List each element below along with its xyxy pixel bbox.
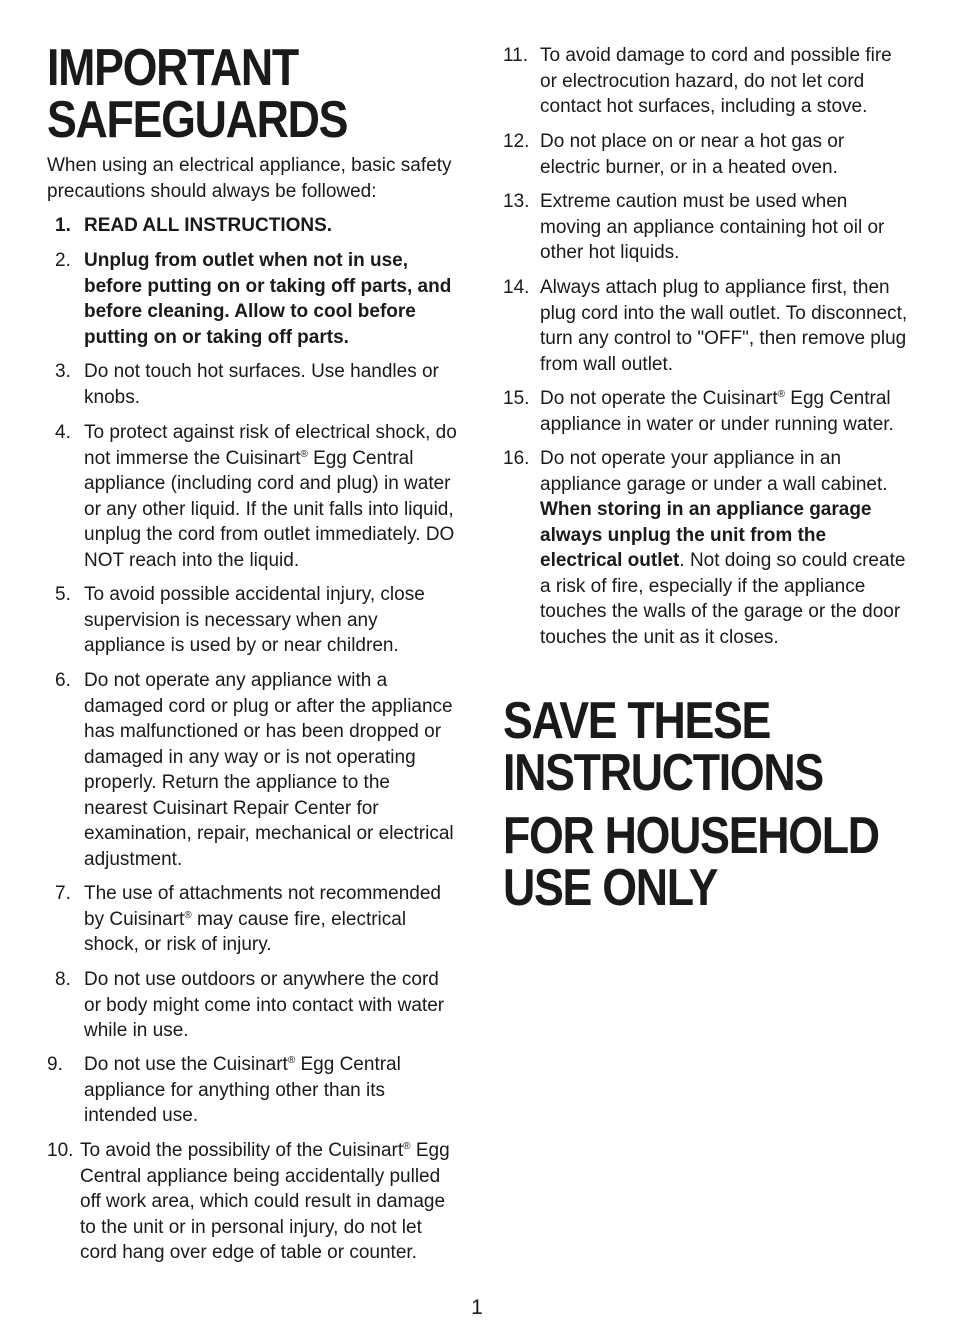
- registered-mark: ®: [184, 909, 192, 921]
- list-item: [503, 386, 908, 437]
- item-number: 3.: [55, 361, 71, 382]
- item-number: 8.: [55, 969, 71, 990]
- item-number: 13.: [503, 191, 530, 212]
- list-item: [47, 213, 457, 239]
- item-text: Extreme caution must be used when moving an appliance containing hot oil or other hot liquids.: [540, 191, 885, 263]
- title-line-2: SAFEGUARDS: [47, 91, 348, 149]
- item-bold-text: When storing in an appliance garage always unplug the unit from the electrical outlet: [540, 499, 872, 571]
- save-line-2: INSTRUCTIONS: [503, 744, 823, 802]
- item-number: 5.: [55, 584, 71, 605]
- list-item: [503, 189, 908, 266]
- item-number: 1.: [55, 215, 71, 236]
- item-text: Do not touch hot surfaces. Use handles or knobs.: [84, 361, 439, 408]
- item-text: To protect against risk of electrical shock, do not immerse the Cuisinart® Egg Central appliance (including cord and plug) in water or any other liquid. If the unit falls into liquid, unplug the cord from outlet immediately. DO NOT reach into the liquid.: [84, 422, 457, 571]
- item-number: 7.: [55, 883, 71, 904]
- list-item: [47, 881, 457, 958]
- item-text: Do not place on or near a hot gas or electric burner, or in a heated oven.: [540, 131, 845, 178]
- list-item: [503, 446, 908, 650]
- list-item: [503, 129, 908, 180]
- list-item: [47, 967, 457, 1044]
- item-text: Unplug from outlet when not in use, before putting on or taking off parts, and before cleaning. Allow to cool before putting on or taking off parts.: [84, 250, 452, 348]
- item-text: Do not use the Cuisinart® Egg Central appliance for anything other than its intended use.: [84, 1054, 401, 1126]
- save-instructions-heading: [503, 692, 823, 802]
- item-number: 14.: [503, 277, 530, 298]
- registered-mark: ®: [777, 389, 786, 400]
- item-number: 2.: [55, 250, 71, 271]
- list-item: [503, 275, 908, 377]
- item-text: To avoid the possibility of the Cuisinart® Egg Central appliance being accidentally pulled off work area, which could result in damage to the unit or in personal injury, do not let cord hang over edge of table or counter.: [80, 1140, 450, 1263]
- list-item: [47, 248, 457, 350]
- save-line-1: SAVE THESE: [503, 692, 771, 750]
- household-line-1: FOR HOUSEHOLD: [503, 807, 879, 865]
- registered-mark: ®: [300, 448, 308, 460]
- list-item: [47, 1138, 457, 1266]
- item-text: Do not operate the Cuisinart® Egg Central appliance in water or under running water.: [540, 388, 894, 435]
- item-number: 10.: [47, 1140, 74, 1161]
- item-text: Do not operate your appliance in an appliance garage or under a wall cabinet. When storing in an appliance garage always unplug the unit from the electrical outlet. Not doing so could create a risk of fire, especially if the appliance touches the walls of the garage or the door touches the unit as it closes.: [540, 448, 906, 648]
- item-number: 9.: [47, 1054, 63, 1075]
- item-number: 11.: [503, 45, 529, 66]
- household-line-2: USE ONLY: [503, 859, 718, 917]
- item-text: READ ALL INSTRUCTIONS.: [84, 215, 333, 236]
- intro-text: When using an electrical appliance, basic safety precautions should always be followed:: [47, 155, 452, 202]
- list-item: [47, 359, 457, 410]
- item-text: To avoid damage to cord and possible fire or electrocution hazard, do not let cord contact hot surfaces, including a stove.: [540, 45, 892, 117]
- item-number: 15.: [503, 388, 530, 409]
- item-text: The use of attachments not recommended by Cuisinart® may cause fire, electrical shock, or risk of injury.: [84, 883, 441, 955]
- registered-mark: ®: [403, 1141, 411, 1152]
- page-number: 1: [471, 1296, 483, 1319]
- list-item: [503, 43, 908, 120]
- registered-mark: ®: [287, 1055, 296, 1066]
- item-number: 4.: [55, 422, 71, 443]
- item-text: Do not operate any appliance with a damaged cord or plug or after the appliance has malfunctioned or has been dropped or damaged in any way or is not operating properly. Return the appliance to the nearest Cuisinart Repair Center for examination, repair, mechanical or electrical adjustment.: [84, 670, 454, 870]
- list-item: [47, 420, 457, 573]
- item-number: 6.: [55, 670, 71, 691]
- item-text: Do not use outdoors or anywhere the cord or body might come into contact with water while in use.: [84, 969, 445, 1041]
- household-use-heading: [503, 807, 879, 917]
- title-line-1: IMPORTANT: [47, 39, 298, 97]
- list-item: [47, 1052, 457, 1129]
- item-text: To avoid possible accidental injury, close supervision is necessary when any appliance is used by or near children.: [84, 584, 425, 656]
- page-title: [47, 39, 348, 149]
- list-item: [47, 582, 457, 659]
- list-item: [47, 668, 457, 872]
- item-text: Always attach plug to appliance first, then plug cord into the wall outlet. To disconnect, turn any control to "OFF", then remove plug from wall outlet.: [540, 277, 908, 375]
- item-number: 16.: [503, 448, 530, 469]
- item-number: 12.: [503, 131, 530, 152]
